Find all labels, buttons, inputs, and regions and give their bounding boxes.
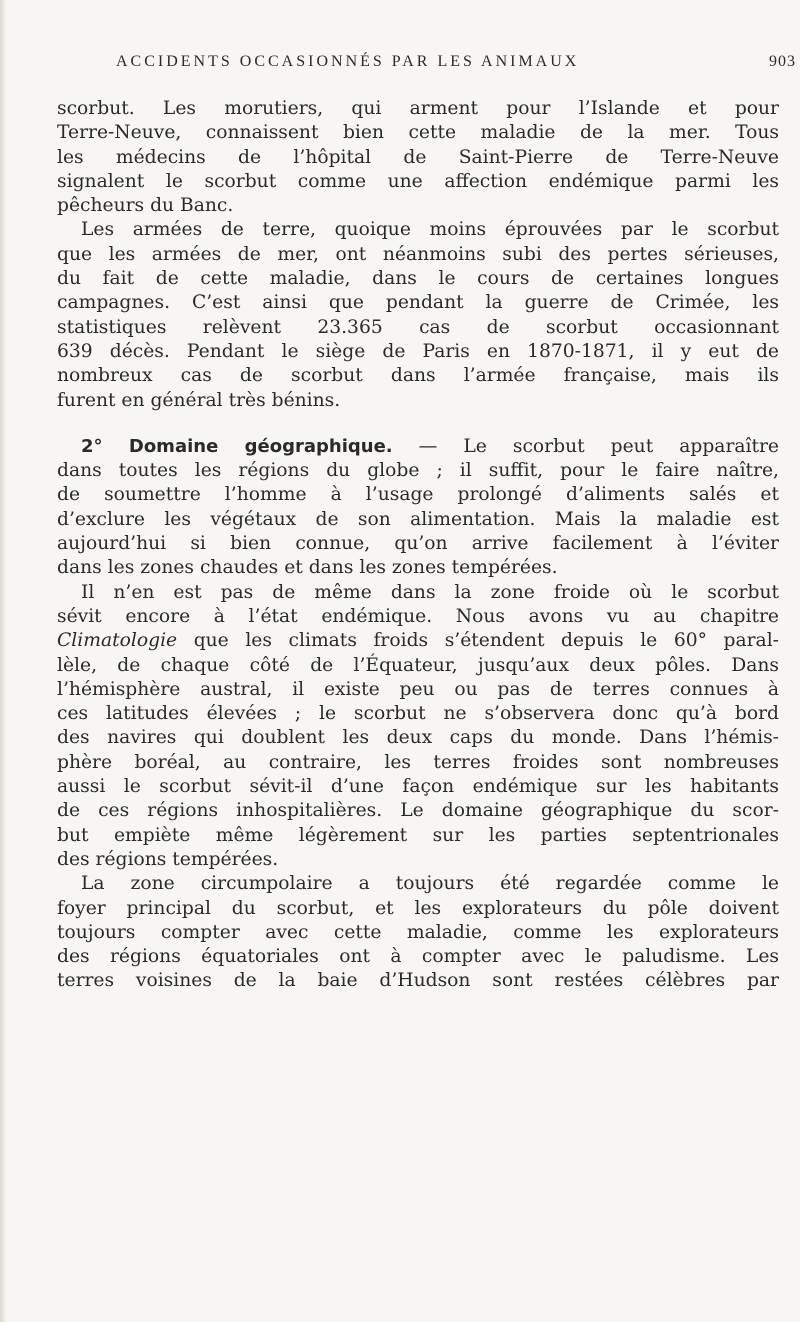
text-line: des navires qui doublent les deux caps du monde. Dans l’hémis- <box>57 727 779 749</box>
section-heading-rest: — Le scorbut peut apparaître <box>392 435 779 457</box>
text-line: signalent le scorbut comme une affection endémique parmi les <box>57 170 779 192</box>
text-line: but empiète même légèrement sur les parties septentrionales <box>57 824 779 846</box>
page-edge <box>0 0 6 1322</box>
text-line: des régions tempérées. <box>57 848 279 870</box>
section-heading: 2° Domaine géographique. <box>81 435 393 457</box>
text-line: Il n’en est pas de même dans la zone froide où le scorbut <box>81 581 779 603</box>
text-line: scorbut. Les morutiers, qui arment pour l’Islande et pour <box>57 98 779 119</box>
text-line: dans toutes les régions du globe ; il suffit, pour le faire naître, <box>57 460 779 482</box>
text-line: que les armées de mer, ont néanmoins subi des pertes sérieuses, <box>57 243 779 265</box>
text-line: lèle, de chaque côté de l’Équateur, jusqu’aux deux pôles. Dans <box>57 654 779 676</box>
paragraph <box>57 218 779 412</box>
text-line: dans les zones chaudes et dans les zones tempérées. <box>57 557 558 579</box>
running-title: ACCIDENTS OCCASIONNÉS PAR LES ANIMAUX <box>116 53 580 70</box>
text-line: de soumettre l’homme à l’usage prolongé d’aliments salés et <box>57 484 779 506</box>
text-line: toujours compter avec cette maladie, comme les explorateurs <box>57 921 779 943</box>
text-line: phère boréal, au contraire, les terres froides sont nombreuses <box>57 751 779 773</box>
text-line: campagnes. C’est ainsi que pendant la guerre de Crimée, les <box>57 292 779 314</box>
text-line-with-italic: Climatologie que les climats froids s’étendent depuis le 60° paral- <box>57 630 779 652</box>
body-text <box>57 97 779 994</box>
text-line: nombreux cas de scorbut dans l’armée française, mais ils <box>57 365 779 387</box>
text-line: de ces régions inhospitalières. Le domaine géographique du scor- <box>57 800 779 822</box>
text-line: aujourd’hui si bien connue, qu’on arrive facilement à l’éviter <box>57 533 779 555</box>
paragraph <box>57 581 779 873</box>
text-line: ces latitudes élevées ; le scorbut ne s’observera donc qu’à bord <box>57 703 779 725</box>
text-line: Terre-Neuve, connaissent bien cette maladie de la mer. Tous <box>57 122 779 144</box>
page-number: 903 <box>769 53 796 70</box>
text-line: les médecins de l’hôpital de Saint-Pierre de Terre-Neuve <box>57 146 779 168</box>
section-heading-line <box>57 435 779 459</box>
text-line: l’hémisphère austral, il existe peu ou pas de terres connues à <box>57 678 779 700</box>
text-line: foyer principal du scorbut, et les explorateurs du pôle doivent <box>57 897 779 919</box>
text-line: 639 décès. Pendant le siège de Paris en 1870-1871, il y eut de <box>57 340 779 362</box>
paragraph <box>57 97 779 218</box>
text-line: terres voisines de la baie d’Hudson sont restées célèbres par <box>57 970 779 992</box>
text-line: des régions équatoriales ont à compter avec le paludisme. Les <box>57 946 779 968</box>
text-line: statistiques relèvent 23.365 cas de scorbut occasionnant <box>57 316 779 338</box>
italic-reference: Climatologie <box>57 630 178 652</box>
text-line: furent en général très bénins. <box>57 389 341 411</box>
text-line: La zone circumpolaire a toujours été regardée comme le <box>81 873 779 895</box>
text-line: du fait de cette maladie, dans le cours de certaines longues <box>57 268 779 290</box>
text-line: pêcheurs du Banc. <box>57 195 234 217</box>
text-line: sévit encore à l’état endémique. Nous avons vu au chapitre <box>57 605 779 627</box>
section-geographic-domain <box>57 435 779 581</box>
text-line: Les armées de terre, quoique moins éprouvées par le scorbut <box>81 219 779 241</box>
text-line: d’exclure les végétaux de son alimentation. Mais la maladie est <box>57 508 779 530</box>
running-head <box>116 53 796 83</box>
paragraph <box>57 872 779 993</box>
text-line: aussi le scorbut sévit-il d’une façon endémique sur les habitants <box>57 776 779 798</box>
